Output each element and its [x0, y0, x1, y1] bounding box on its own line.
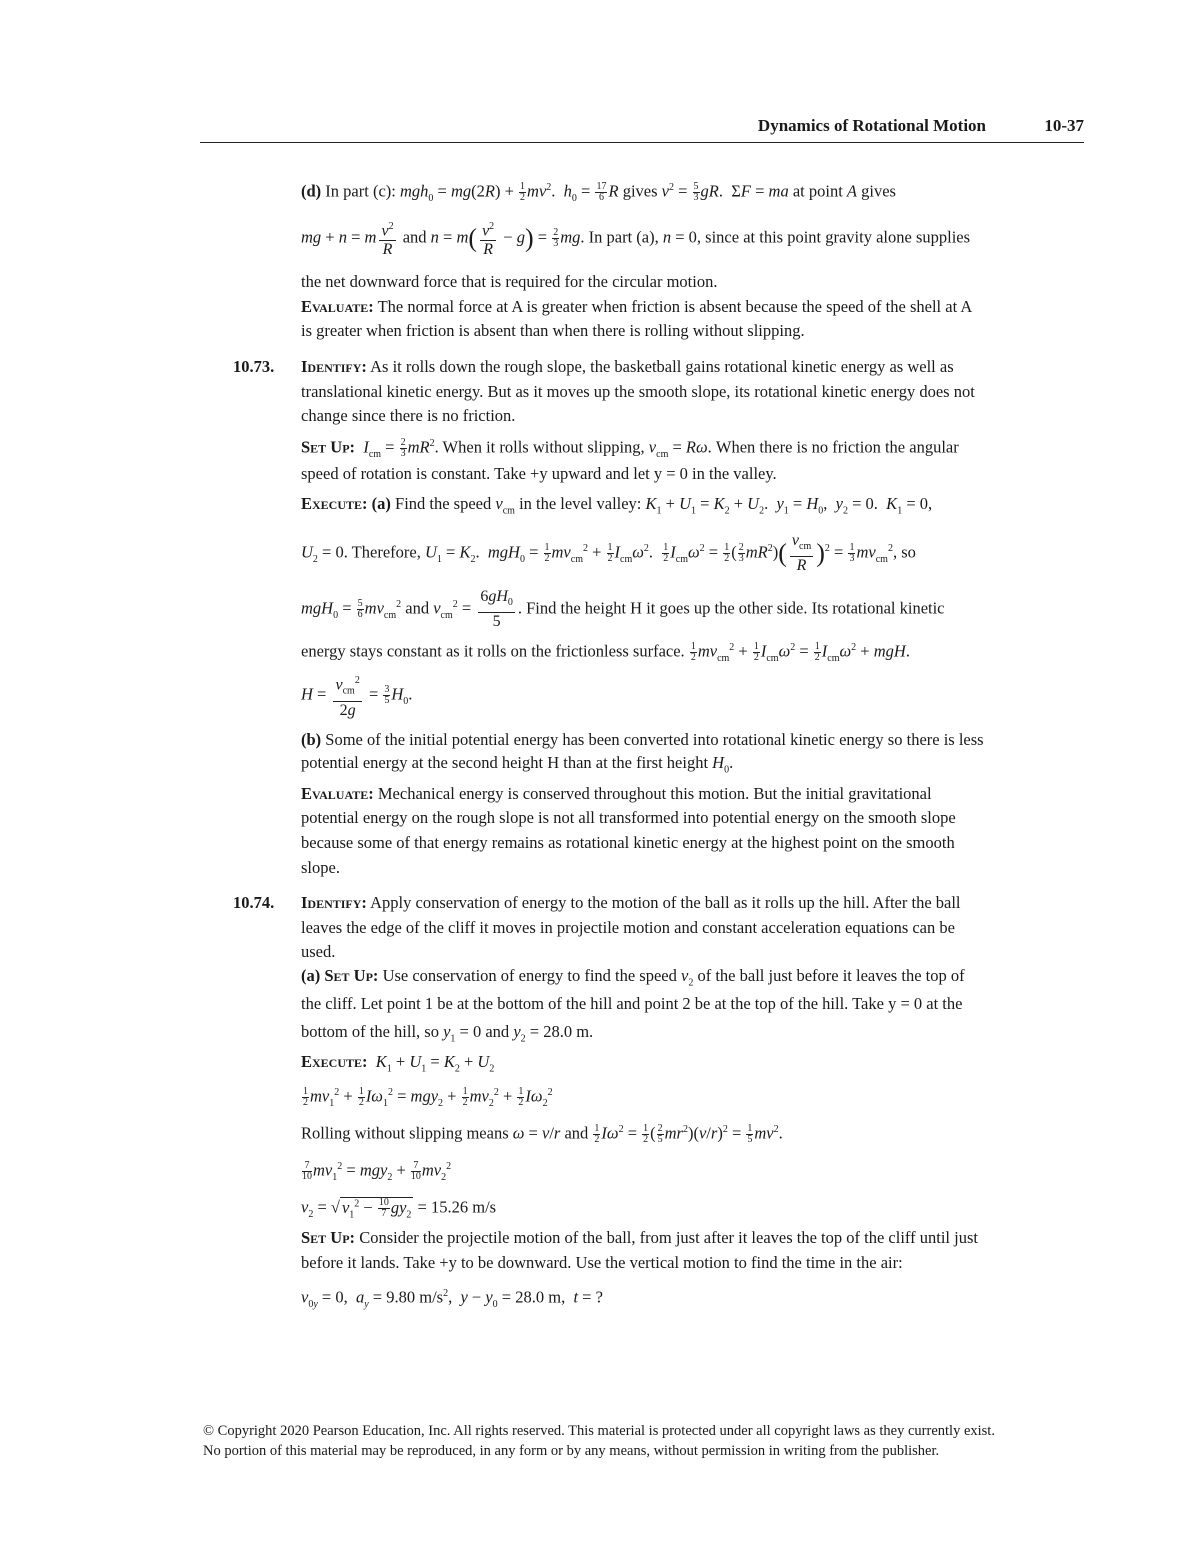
- evaluate-73-line2: potential energy on the rough slope is not all transformed into potential energy on the smooth slope: [301, 808, 956, 827]
- setup-73-line2: speed of rotation is constant. Take +y upward and let y = 0 in the valley.: [301, 464, 777, 483]
- execute-73-line4: energy stays constant as it rolls on the frictionless surface. $\frac{1}{2}$ $mv_{cm}^2$ + $\frac{1}{2}$ $I_{cm}\omega^2$ = $\frac{1}{2}$ $I_{cm}\omega^2$ + mgH.: [301, 641, 910, 664]
- execute-73-line2: $U_2 = 0$. Therefore, $U_1 = K_2$. mgH$_0$ = $\frac{1}{2}$ $mv_{cm}^2$ + $\frac{1}{2}$ $I_{cm}\omega^2$. $\frac{1}{2}$ $I_{cm}\omega^2$ = $\frac{1}{2}$ ( $\frac{2}{3}$ $mR^2$)( $v_{cm}$ R )$^2$ = $\frac{1}{3}$ $mv_{cm}^2$, so: [301, 532, 916, 575]
- part-b-73-line1: (b) Some of the initial potential energy has been converted into rotational kinetic energy so there is less: [301, 730, 984, 749]
- evaluate-73-line3: because some of that energy remains as rotational kinetic energy at the highest point on the smooth: [301, 833, 955, 852]
- displacement-value: 28.0 m: [515, 1287, 562, 1307]
- projectile-knowns: $v_{0y} = 0$, $a_y = 9.80$ $m/s^2$, $y - y_0 = 28.0$ m, t = ?: [301, 1287, 603, 1310]
- height-y2-value: 28.0 m: [543, 1022, 590, 1041]
- evaluate-73-line1: Evaluate: Mechanical energy is conserved throughout this motion. But the initial gravitational: [301, 784, 932, 803]
- net-force-line: the net downward force that is required for the circular motion.: [301, 272, 718, 291]
- setup-74-line3: bottom of the hill, so $y_1 = 0$ and $y_2 = 28.0$ m.: [301, 1022, 594, 1045]
- identify-73-line2: translational kinetic energy. But as it moves up the smooth slope, its rotational kinetic energy does not: [301, 382, 975, 401]
- accel-value: 9.80 m/s: [386, 1287, 444, 1307]
- setup-74-line1: (a) Set Up: Use conservation of energy to find the speed $v_2$ of the ball just before it leaves the top of: [301, 966, 965, 989]
- identify-74-line2: leaves the edge of the cliff it moves in projectile motion and constant acceleration equations can be: [301, 918, 955, 937]
- problem-number-73: 10.73.: [233, 357, 275, 376]
- setup-74b-line1: Set Up: Consider the projectile motion of the ball, from just after it leaves the top of the cliff until just: [301, 1228, 978, 1247]
- evaluate-73-line4: slope.: [301, 858, 340, 877]
- normal-force-line: mg + n = m $\frac{v^2}{R}$ and n = m( $\frac{v^2}{R}$ − g) = $\frac{2}{3}$ mg. In part (a), n = 0, since at this point gravity alone supplies: [301, 218, 970, 259]
- identify-73-line3: change since there is no friction.: [301, 406, 516, 425]
- setup-74b-line2: before it lands. Take +y to be downward. Use the vertical motion to find the time in the air:: [301, 1253, 903, 1272]
- identify-73-line1: Identify: As it rolls down the rough slope, the basketball gains rotational kinetic energy as well as: [301, 357, 954, 376]
- copyright-line2: No portion of this material may be reproduced, in any form or by any means, without permission in writing from the publisher.: [203, 1443, 940, 1459]
- identify-74-line3: used.: [301, 942, 336, 961]
- execute-74-result: $v_2$ = √ $v_1^2$ − $\frac{10}{7}$ $gy_2 = 15.26$ m/s: [301, 1197, 497, 1220]
- evaluate-d-line1: Evaluate: The normal force at A is greater when friction is absent because the speed of the shell at A: [301, 297, 973, 316]
- part-d-label: (d): [301, 181, 322, 201]
- setup-74-line2: the cliff. Let point 1 be at the bottom of the hill and point 2 be at the top of the hill. Take y = 0 at the: [301, 994, 963, 1013]
- page-header: [200, 116, 1084, 143]
- problem-number-74: 10.74.: [233, 893, 275, 912]
- speed-v2-value: 15.26 m/s: [430, 1197, 497, 1217]
- copyright-line1: © Copyright 2020 Pearson Education, Inc. All rights reserved. This material is protected under all copyright laws as they currently exist.: [203, 1423, 995, 1439]
- part-d-line: (d) In part (c): mgh$_0$ = mg(2R) + $\frac{1}{2}$ $mv^2$. $h_0$ = $\frac{17}{6}$ R gives $v^2$ = $\frac{5}{3}$ gR. ΣF = ma at point A gives: [301, 181, 896, 204]
- execute-73-line3: mgH$_0$ = $\frac{5}{6}$ $mv_{cm}^2$ and $v_{cm}^2$ = $\frac{6gH_0}{5}$ . Find the height H it goes up the other side. Its rotational kinetic: [301, 588, 945, 631]
- setup-73-line1: Set Up: $I_{cm}$ = $\frac{2}{3}$ $mR^2$. When it rolls without slipping, $v_{cm} = R\omega$. When there is no friction the angular: [301, 437, 959, 460]
- execute-74-simplified: $\frac{7}{10}$ $mv_1^2 = mgy_2$ + $\frac{7}{10}$ $mv_2^2$: [302, 1160, 452, 1183]
- running-title: Dynamics of Rotational Motion: [757, 116, 986, 135]
- execute-73-height: H = $v_{cm}^2$ 2g = $\frac{3}{5}$ $H_0$.: [301, 672, 412, 720]
- page-number: 10-37: [1044, 116, 1084, 135]
- execute-73-line1: Execute: (a) Find the speed $v_{cm}$ in the level valley: $K_1 + U_1 = K_2 + U_2$. $y_1 = H_0$, $y_2 = 0$. $K_1 = 0$,: [301, 494, 933, 517]
- execute-74-line1: Execute: $K_1 + U_1 = K_2 + U_2$: [301, 1052, 495, 1075]
- identify-74-line1: Identify: Apply conservation of energy to the motion of the ball as it rolls up the hill. After the ball: [301, 893, 961, 912]
- part-b-73-line2: potential energy at the second height H than at the first height $H_0$.: [301, 753, 734, 776]
- evaluate-d-line2: is greater when friction is absent than when there is rolling without slipping.: [301, 321, 805, 340]
- execute-74-rolling: Rolling without slipping means ω = v/r and $\frac{1}{2}$ $I\omega^2$ = $\frac{1}{2}$ ( $\frac{2}{5}$ $mr^2)(v/r)^2$ = $\frac{1}{5}$ $mv^2$.: [301, 1123, 783, 1146]
- execute-74-energy: $\frac{1}{2}$ $mv_1^2$ + $\frac{1}{2}$ $I\omega_1^2 = mgy_2$ + $\frac{1}{2}$ $mv_2^2$ + $\frac{1}{2}$ $I\omega_2^2$: [303, 1086, 553, 1109]
